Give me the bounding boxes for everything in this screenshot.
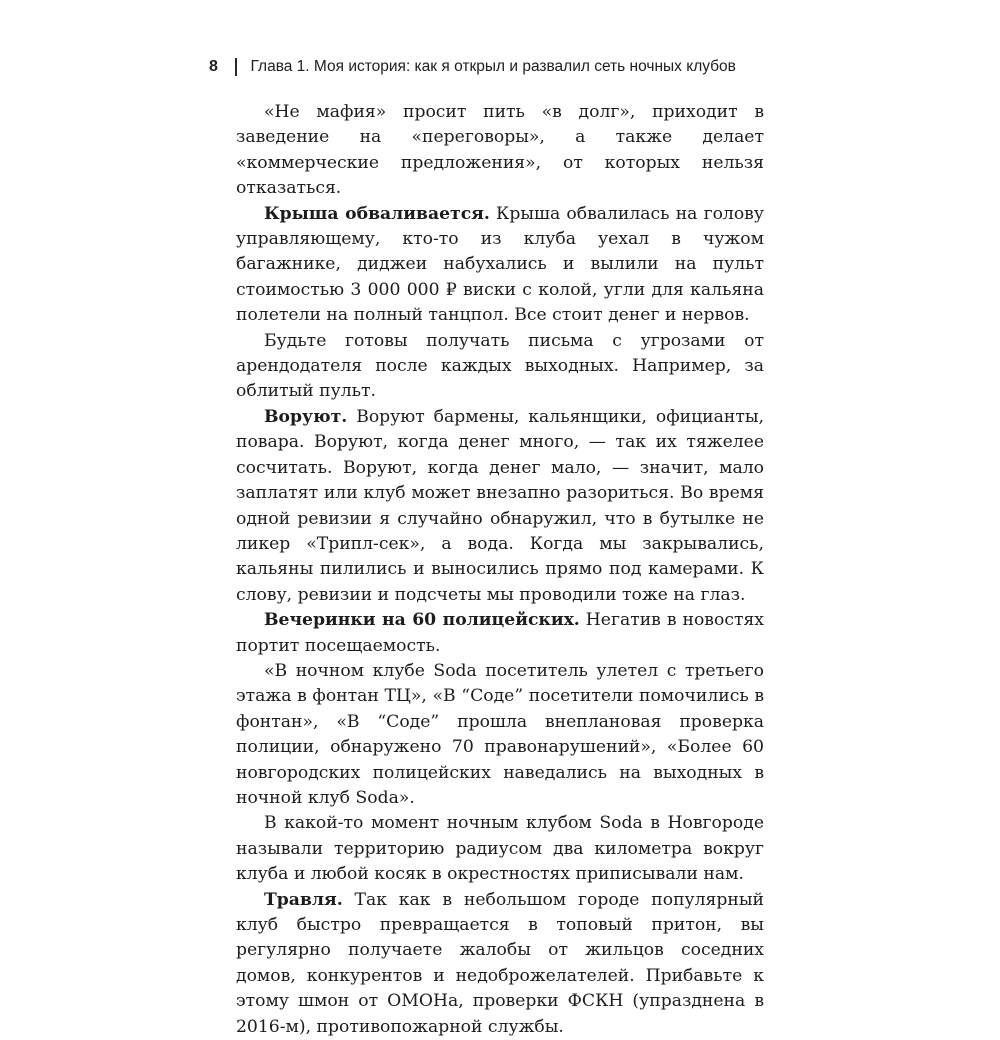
paragraph-6 (236, 659, 764, 811)
page-number: 8 (209, 58, 218, 75)
paragraph-1 (236, 100, 764, 202)
paragraph-text: Так как в небольшом городе популярный клуб быстро превращается в топовый притон, вы регулярно получаете жалобы от жильцов соседних домов, конкурентов и недоброжелателей. Прибавьте к этому шмон от ОМОНа, проверки ФСКН (упразднена в 2016-м), противопожарной службы. (236, 889, 764, 1037)
paragraph-lead: Вечеринки на 60 полицейских. (264, 610, 580, 631)
paragraph-lead: Крыша обваливается. (264, 203, 490, 224)
paragraph-text: В какой-то момент ночным клубом Soda в Новгороде называли территорию радиусом два километра вокруг клуба и любой косяк в окрестностях приписывали нам. (236, 813, 764, 885)
paragraph-lead: Воруют. (264, 406, 348, 427)
running-header (209, 58, 769, 76)
paragraph-lead: Травля. (264, 889, 343, 910)
paragraph-text: «В ночном клубе Soda посетитель улетел с третьего этажа в фонтан ТЦ», «В “Соде” посетители помочились в фонтан», «В “Соде” прошла внеплановая проверка полиции, обнаружено 70 правонарушений», «Более 60 новгородских полицейских наведались на выходных в ночной клуб Soda». (236, 660, 764, 808)
paragraph-8 (236, 888, 764, 1040)
paragraph-3 (236, 329, 764, 405)
paragraph-text: Будьте готовы получать письма с угрозами от арендодателя после каждых выходных. Например, за облитый пульт. (236, 330, 764, 402)
body-text (236, 100, 764, 1040)
paragraph-text: Крыша обвалилась на голову управляющему, кто-то из клуба уехал в чужом багажнике, диджеи набухались и вылили на пульт стоимостью 3 000 000 ₽ виски с колой, угли для кальяна полетели на полный танцпол. Все стоит денег и нервов. (236, 203, 764, 326)
paragraph-5 (236, 608, 764, 659)
header-divider (235, 58, 237, 76)
paragraph-text: Воруют бармены, кальянщики, официанты, повара. Воруют, когда денег много, — так их тяжелее сосчитать. Воруют, когда денег мало, — значит, мало заплатят или клуб может внезапно разориться. Во время одной ревизии я случайно обнаружил, что в бутылке не ликер «Трипл-сек», а вода. Когда мы закрывались, кальяны пилились и выносились прямо под камерами. К слову, ревизии и подсчеты мы проводили тоже на глаз. (236, 406, 764, 605)
paragraph-4 (236, 405, 764, 608)
paragraph-2 (236, 202, 764, 329)
paragraph-text: «Не мафия» просит пить «в долг», приходит в заведение на «переговоры», а также делает «коммерческие предложения», от которых нельзя отказаться. (236, 102, 764, 199)
paragraph-text: Негатив в новостях портит посещаемость. (236, 610, 764, 656)
chapter-title: Глава 1. Моя история: как я открыл и развалил сеть ночных клубов (250, 58, 736, 75)
paragraph-7 (236, 811, 764, 887)
